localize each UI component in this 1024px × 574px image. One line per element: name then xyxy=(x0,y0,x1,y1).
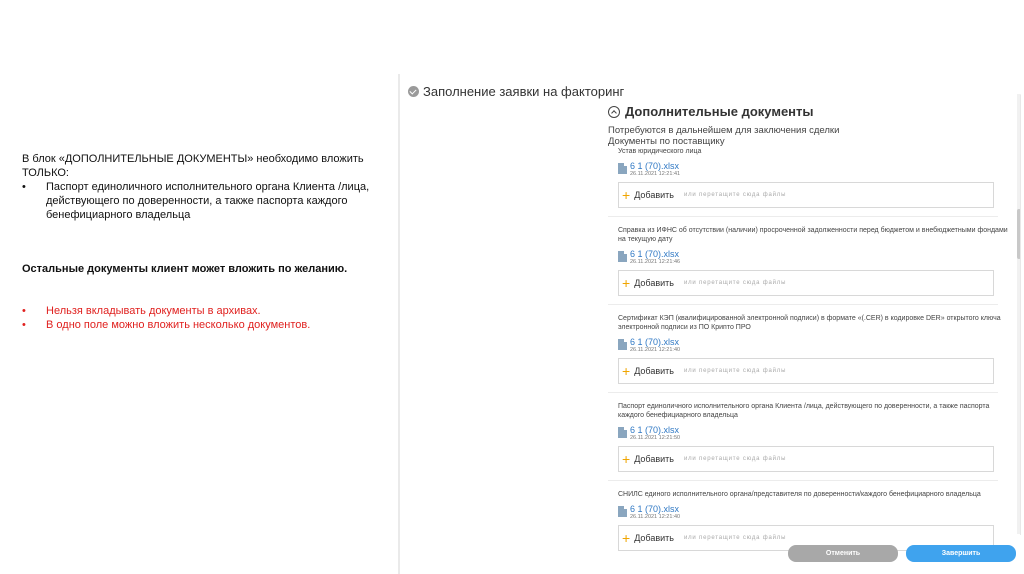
application-panel xyxy=(398,74,1024,574)
drop-hint: или перетащите сюда файлы xyxy=(683,368,787,374)
file-date: 26.11.2021 12:21:50 xyxy=(630,435,681,441)
divider xyxy=(608,480,998,481)
plus-icon[interactable]: + xyxy=(622,187,631,203)
file-name-link[interactable]: 6 1 (70).xlsx xyxy=(630,504,680,514)
document-label: Устав юридического лица xyxy=(618,148,702,155)
supplier-label: Документы по поставщику xyxy=(608,136,725,147)
additional-documents-section xyxy=(608,104,1008,546)
add-file-button[interactable]: Добавить xyxy=(634,533,674,543)
file-name-link[interactable]: 6 1 (70).xlsx xyxy=(630,425,680,435)
document-label: Сертификат КЭП (квалифицированной электронной подписи) в формате «(.CER) в кодировке DER» открытого ключа электронной подписи из ПО Крипто ПРО xyxy=(618,315,1001,331)
document-item xyxy=(618,226,1008,305)
drop-hint: или перетащите сюда файлы xyxy=(683,456,787,462)
document-label: СНИЛС единого исполнительного органа/представителя по доверенности/каждого бенефициарного владельца xyxy=(618,491,981,498)
instructions-bullet: • Паспорт единоличного исполнительного органа Клиента /лица, действующего по доверенности, а также паспорта каждого бенефициарного владельца xyxy=(22,180,372,222)
upload-dropzone[interactable] xyxy=(618,270,994,296)
upload-dropzone[interactable] xyxy=(618,446,994,472)
file-name-link[interactable]: 6 1 (70).xlsx xyxy=(630,337,680,347)
attached-file[interactable] xyxy=(618,425,1008,442)
plus-icon[interactable]: + xyxy=(622,530,631,546)
instructions-block xyxy=(22,152,372,332)
document-label: Справка из ИФНС об отсутствии (наличии) просроченной задолженности перед бюджетом и внебюджетными фондами на текущую дату xyxy=(618,227,1008,243)
chevron-up-icon[interactable] xyxy=(608,106,620,118)
file-date: 26.11.2021 12:21:40 xyxy=(630,514,681,520)
document-item xyxy=(618,147,1008,217)
warning-item: • В одно поле можно вложить несколько документов. xyxy=(22,318,372,332)
divider xyxy=(608,392,998,393)
finish-button[interactable]: Завершить xyxy=(906,545,1016,562)
file-date: 26.11.2021 12:21:40 xyxy=(630,347,681,353)
file-icon xyxy=(618,427,627,438)
file-date: 26.11.2021 12:21:41 xyxy=(630,171,681,177)
drop-hint: или перетащите сюда файлы xyxy=(683,280,787,286)
file-name-link[interactable]: 6 1 (70).xlsx xyxy=(630,161,680,171)
panel-divider xyxy=(398,74,400,574)
instructions-bullets xyxy=(22,180,372,222)
page-title xyxy=(408,84,624,99)
file-icon xyxy=(618,339,627,350)
file-icon xyxy=(618,163,627,174)
cancel-button[interactable]: Отменить xyxy=(788,545,898,562)
section-subtitle: Потребуются в дальнейшем для заключения сделки xyxy=(608,125,840,136)
document-item xyxy=(618,490,1008,551)
divider xyxy=(608,304,998,305)
file-icon xyxy=(618,506,627,517)
file-icon xyxy=(618,251,627,262)
upload-dropzone[interactable] xyxy=(618,358,994,384)
document-label: Паспорт единоличного исполнительного органа Клиента /лица, действующего по доверенности, а также паспорта каждого бенефициарного владельца xyxy=(618,403,990,419)
add-file-button[interactable]: Добавить xyxy=(634,278,674,288)
warning-item: • Нельзя вкладывать документы в архивах. xyxy=(22,304,372,318)
document-item xyxy=(618,314,1008,393)
drop-hint: или перетащите сюда файлы xyxy=(683,535,787,541)
document-item xyxy=(618,402,1008,481)
divider xyxy=(608,216,998,217)
section-header[interactable] xyxy=(608,104,1008,119)
add-file-button[interactable]: Добавить xyxy=(634,454,674,464)
attached-file[interactable] xyxy=(618,337,1008,354)
upload-dropzone[interactable] xyxy=(618,182,994,208)
check-circle-icon xyxy=(408,86,419,97)
attached-file[interactable] xyxy=(618,161,1008,178)
drop-hint: или перетащите сюда файлы xyxy=(683,192,787,198)
plus-icon[interactable]: + xyxy=(622,363,631,379)
plus-icon[interactable]: + xyxy=(622,451,631,467)
add-file-button[interactable]: Добавить xyxy=(634,190,674,200)
attached-file[interactable] xyxy=(618,249,1008,266)
file-name-link[interactable]: 6 1 (70).xlsx xyxy=(630,249,680,259)
instructions-bold-note: Остальные документы клиент может вложить по желанию. xyxy=(22,263,348,275)
section-title: Дополнительные документы xyxy=(625,104,814,119)
right-edge-line xyxy=(1020,95,1021,535)
attached-file[interactable] xyxy=(618,504,1008,521)
plus-icon[interactable]: + xyxy=(622,275,631,291)
warnings-list xyxy=(22,304,372,332)
instructions-intro: В блок «ДОПОЛНИТЕЛЬНЫЕ ДОКУМЕНТЫ» необходимо вложить ТОЛЬКО: xyxy=(22,153,364,179)
add-file-button[interactable]: Добавить xyxy=(634,366,674,376)
page-title-text: Заполнение заявки на факторинг xyxy=(423,84,625,99)
file-date: 26.11.2021 12:21:46 xyxy=(630,259,681,265)
